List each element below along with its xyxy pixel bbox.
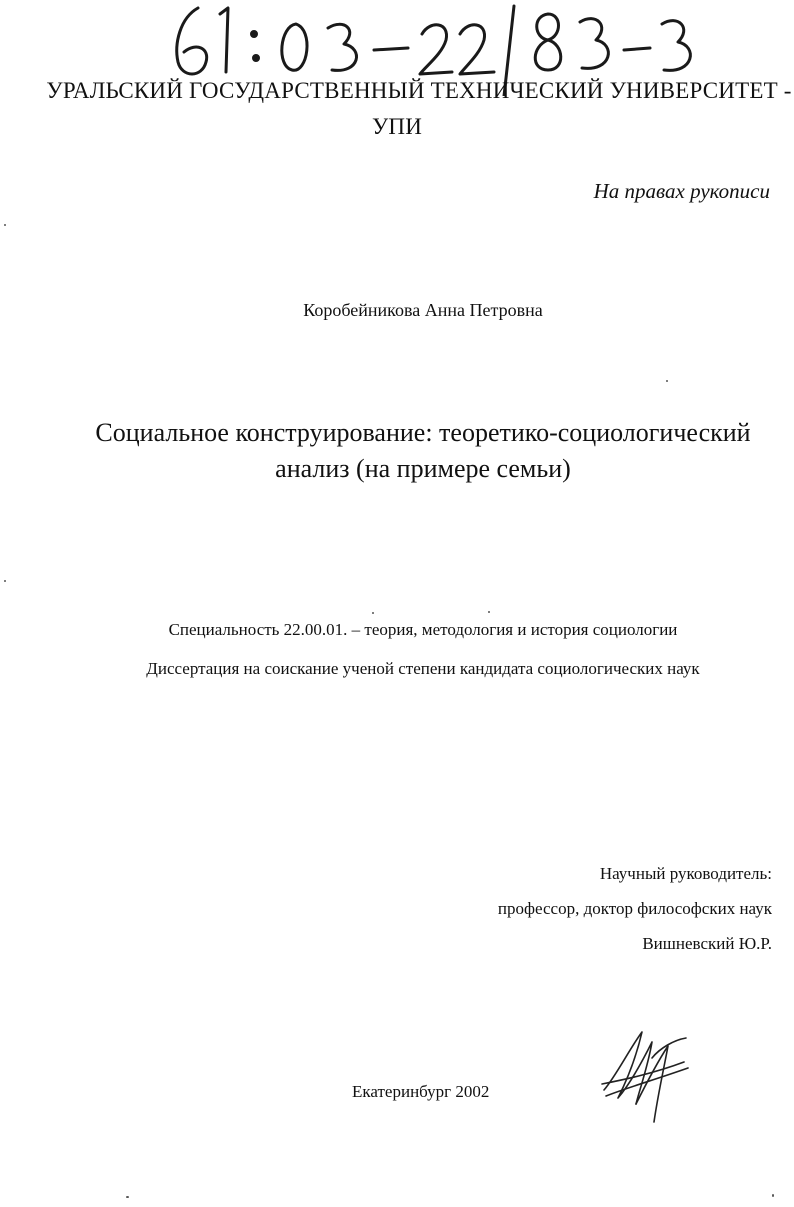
dissertation-title-line-2: анализ (на примере семьи) [275, 454, 571, 483]
scan-speck [4, 580, 6, 582]
scan-speck [4, 224, 6, 226]
advisor-label: Научный руководитель: [599, 864, 772, 883]
specialty-line: Специальность 22.00.01. – теория, методология и история социологии [168, 620, 678, 639]
rights-note: На правах рукописи [593, 179, 770, 203]
scan-speck [488, 611, 490, 613]
author-name: Коробейникова Анна Петровна [303, 300, 543, 320]
university-name-line-1: УРАЛЬСКИЙ ГОСУДАРСТВЕННЫЙ ТЕХНИЧЕСКИЙ УНИВЕРСИТЕТ - [46, 78, 792, 103]
university-name-line-2: УПИ [371, 114, 423, 139]
scan-speck [666, 380, 668, 382]
scan-speck [772, 1194, 774, 1197]
scan-speck [372, 612, 374, 614]
city-and-year: Екатеринбург 2002 [352, 1082, 490, 1101]
signature-drawing [596, 1018, 696, 1128]
advisor-name: Вишневский Ю.Р. [642, 934, 772, 953]
handwritten-signature [596, 1018, 696, 1128]
scan-speck [126, 1196, 129, 1198]
advisor-position: профессор, доктор философских наук [497, 899, 772, 918]
degree-line: Диссертация на соискание ученой степени кандидата социологических наук [146, 659, 700, 678]
dissertation-title-line-1: Социальное конструирование: теоретико-социологический [95, 418, 751, 447]
